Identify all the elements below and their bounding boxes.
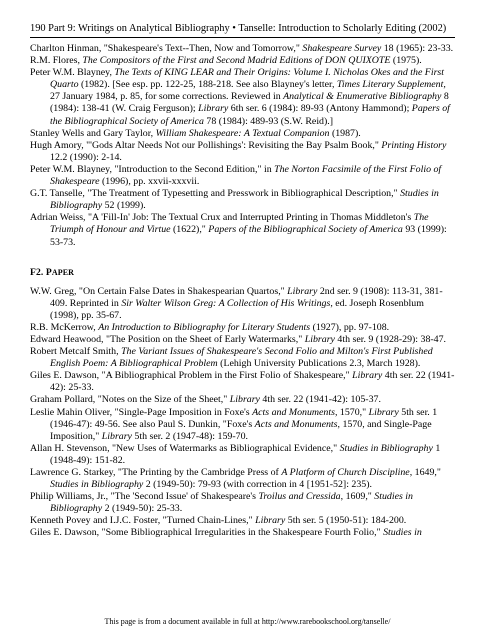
bibliography-list-paper: [30, 286, 455, 540]
section-title: PAPER: [45, 266, 75, 278]
bibliography-entry: Giles E. Dawson, "Some Bibliographical Irregularities in the Shakespeare Fourth Folio," Studies in: [30, 527, 422, 539]
running-header: 190 Part 9: Writings on Analytical Bibliography • Tanselle: Introduction to Scholarly Editing (2002): [30, 23, 447, 34]
bibliography-entry: W.W. Greg, "On Certain False Dates in Shakespearian Quartos," Library 2nd ser. 9 (1908): 113-31, 381-409. Reprinted in Sir Walter Wilson Greg: A Collection of His Writings, ed. Joseph Rosenblum (1998), pp. 35-67.: [30, 285, 443, 321]
page-footer: This page is from a document available in full at http://www.rarebookschool.org/tanselle/: [104, 617, 391, 626]
bibliography-entry: Peter W.M. Blayney, The Texts of KING LEAR and Their Origins: Volume I. Nicholas Okes and the First Quarto (1982). [See esp. pp. 122-25, 188-218. See also Blayney's letter, Times Literary Supplement, 27 January 1984, p. 85, for some corrections. Reviewed in Analytical & Enumerative Bibliography 8 (1984): 138-41 (W. Craig Ferguson); Library 6th ser. 6 (1984): 89-93 (Antony Hammond); Papers of the Bibliographical Society of America 78 (1984): 489-93 (S.W. Reid).]: [30, 67, 450, 127]
bibliography-entry: Robert Metcalf Smith, The Variant Issues of Shakespeare's Second Folio and Milton's First Published English Poem: A Bibliographical Problem (Lehigh University Publications 2.3, March 1928).: [30, 346, 433, 370]
bibliography-entry: Kenneth Povey and I.J.C. Foster, "Turned Chain-Lines," Library 5th ser. 5 (1950-51): 184-200.: [30, 515, 407, 527]
bibliography-entry: Allan H. Stevenson, "New Uses of Watermarks as Bibliographical Evidence," Studies in Bibliography 1 (1948-49): 151-82.: [30, 442, 441, 466]
bibliography-entry: G.T. Tanselle, "The Treatment of Typesetting and Presswork in Bibliographical Description," Studies in Bibliography 52 (1999).: [30, 188, 439, 212]
bibliography-entry: R.M. Flores, The Compositors of the First and Second Madrid Editions of DON QUIXOTE (1975).: [30, 55, 422, 67]
bibliography-entry: Charlton Hinman, "Shakespeare's Text--Then, Now and Tomorrow," Shakespeare Survey 18 (1965): 23-33.: [30, 43, 454, 54]
bibliography-entry: R.B. McKerrow, An Introduction to Bibliography for Literary Students (1927), pp. 97-108.: [30, 321, 390, 333]
bibliography-entry: Hugh Amory, "'Gods Altar Needs Not our Pollishings': Revisiting the Bay Psalm Book," Printing History 12.2 (1990): 2-14.: [30, 139, 447, 163]
bibliography-entry: Giles E. Dawson, "A Bibliographical Problem in the First Folio of Shakespeare," Library 4th ser. 22 (1941-42): 25-33.: [30, 370, 455, 394]
bibliography-entry: Philip Williams, Jr., "The 'Second Issue' of Shakespeare's Troilus and Cressida, 1609," Studies in Bibliography 2 (1949-50): 25-33.: [30, 491, 413, 515]
section-heading: [30, 267, 455, 278]
bibliography-entry: Graham Pollard, "Notes on the Size of the Sheet," Library 4th ser. 22 (1941-42): 105-37.: [30, 394, 381, 406]
bibliography-entry: Edward Heawood, "The Position on the Sheet of Early Watermarks," Library 4th ser. 9 (1928-29): 38-47.: [30, 333, 447, 345]
bibliography-entry: Peter W.M. Blayney, "Introduction to the Second Edition," in The Norton Facsimile of the First Folio of Shakespeare (1996), pp. xxvii-xxxvii.: [30, 163, 442, 188]
bibliography-entry: Leslie Mahin Oliver, "Single-Page Imposition in Foxe's Acts and Monuments, 1570," Library 5th ser. 1 (1946-47): 49-56. See also Paul S. Dunkin, "Foxe's Acts and Monuments, 1570, and Single-Page Imposition," Library 5th ser. 2 (1947-48): 159-70.: [30, 406, 438, 442]
section-number: F2.: [30, 266, 44, 278]
bibliography-entry: Adrian Weiss, "A 'Fill-In' Job: The Textual Crux and Interrupted Printing in Thomas Middleton's The Triumph of Honour and Virtue (1622)," Papers of the Bibliographical Society of America 93 (1999): 53-73.: [30, 212, 447, 248]
bibliography-entry: Lawrence G. Starkey, "The Printing by the Cambridge Press of A Platform of Church Discipline, 1649," Studies in Bibliography 2 (1949-50): 79-93 (with correction in 4 [1951-52]: 235).: [30, 467, 441, 491]
bibliography-entry: Stanley Wells and Gary Taylor, William Shakespeare: A Textual Companion (1987).: [30, 127, 361, 139]
header-rule: [30, 37, 455, 38]
bibliography-list-top: [30, 43, 455, 249]
